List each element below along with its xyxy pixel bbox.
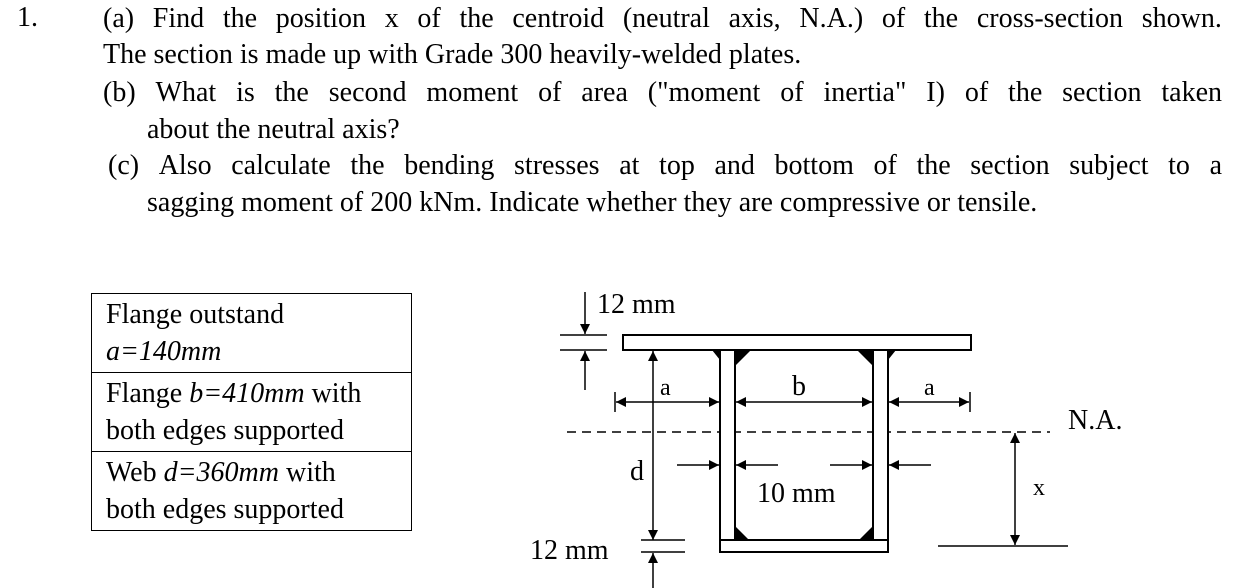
flange-outstand-value: a=140mm bbox=[106, 336, 222, 367]
flange-width-label: b bbox=[792, 371, 806, 402]
top-flange-plate bbox=[623, 335, 971, 350]
part-b-text-line1: (b) What is the second moment of area ("moment of inertia" I) of the section taken bbox=[103, 77, 1222, 108]
weld-bottom-right bbox=[859, 526, 873, 540]
flange-outstand-label: Flange outstand bbox=[106, 299, 285, 330]
left-web-plate bbox=[720, 350, 735, 540]
flange-width-value: b=410mm bbox=[189, 378, 305, 409]
flange-width-prefix: Flange bbox=[106, 378, 190, 409]
right-outstand-label: a bbox=[924, 375, 935, 401]
part-c-text-line1: (c) Also calculate the bending stresses at top and bottom of the section subject to a bbox=[108, 150, 1222, 181]
web-depth-value: d=360mm bbox=[163, 457, 279, 488]
question-number: 1. bbox=[17, 2, 38, 33]
web-depth-suffix: with bbox=[278, 457, 336, 488]
weld-top-left-outer bbox=[712, 350, 720, 360]
bottom-flange-plate bbox=[720, 540, 888, 552]
weld-bottom-left bbox=[735, 526, 749, 540]
top-thickness-label: 12 mm bbox=[597, 289, 676, 320]
web-thickness-label: 10 mm bbox=[757, 478, 836, 509]
part-a-text-line1: (a) Find the position x of the centroid (neutral axis, N.A.) of the cross-section shown. bbox=[103, 3, 1222, 34]
flange-width-suffix: with bbox=[304, 378, 362, 409]
weld-top-right-outer bbox=[888, 350, 896, 360]
centroid-distance-label: x bbox=[1033, 475, 1045, 501]
web-depth-prefix: Web bbox=[106, 457, 164, 488]
weld-top-right-inner bbox=[857, 350, 873, 366]
part-a-text-line2: The section is made up with Grade 300 heavily-welded plates. bbox=[103, 39, 802, 70]
web-depth-support: both edges supported bbox=[106, 494, 344, 525]
part-b-text-line2: about the neutral axis? bbox=[147, 114, 400, 145]
right-web-plate bbox=[873, 350, 888, 540]
part-c-text-line2: sagging moment of 200 kNm. Indicate whether they are compressive or tensile. bbox=[147, 187, 1038, 218]
flange-width-support: both edges supported bbox=[106, 415, 344, 446]
bottom-thickness-label: 12 mm bbox=[530, 535, 609, 566]
weld-top-left-inner bbox=[735, 350, 751, 366]
web-depth-label: d bbox=[630, 456, 644, 487]
left-outstand-label: a bbox=[660, 375, 671, 401]
neutral-axis-label: N.A. bbox=[1068, 405, 1123, 436]
